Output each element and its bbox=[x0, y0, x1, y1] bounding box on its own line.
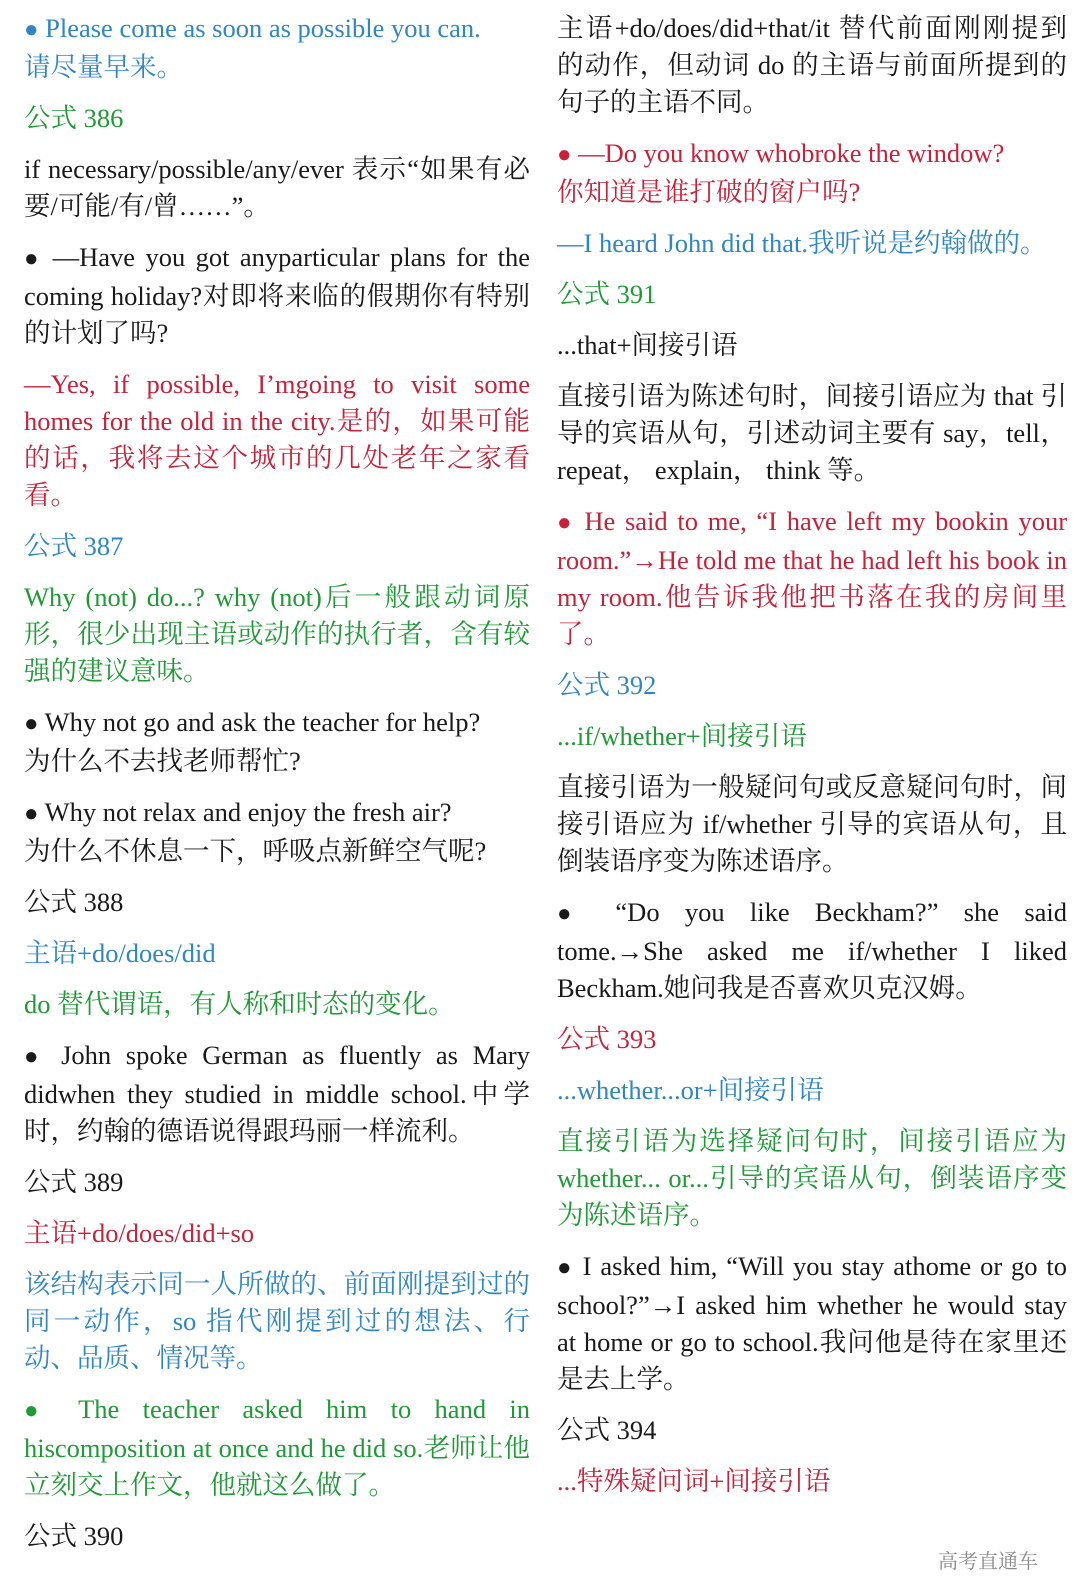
paragraph-text: The teacher asked him to hand in hiscomposition at once and he did so.老师让他立刻交上作文，他就这么做了。 bbox=[24, 1394, 531, 1500]
paragraph-text: 公式 389 bbox=[24, 1167, 124, 1197]
formula-heading bbox=[557, 1412, 1067, 1449]
paragraph-text: Why not go and ask the teacher for help? 为什么不去找老师帮忙? bbox=[24, 707, 481, 776]
paragraph-text: 主语+do/does/did bbox=[24, 938, 216, 968]
paragraph-text: do 替代谓语，有人称和时态的变化。 bbox=[24, 989, 455, 1019]
text-paragraph bbox=[557, 1123, 1067, 1234]
paragraph-text: ...that+间接引语 bbox=[557, 330, 738, 360]
text-paragraph bbox=[24, 1266, 530, 1377]
paragraph-text: Why (not) do...? why (not)后一般跟动词原形，很少出现主语或动作的执行者，含有较强的建议意味。 bbox=[24, 582, 530, 686]
example-paragraph bbox=[24, 704, 530, 780]
formula-heading bbox=[557, 276, 1067, 313]
text-paragraph bbox=[557, 1463, 1067, 1500]
paragraph-text: 公式 386 bbox=[24, 103, 124, 133]
paragraph-text: John spoke German as fluently as Mary didwhen they studied in middle school.中学时，约翰的德语说得跟玛丽一样流利。 bbox=[24, 1040, 530, 1146]
text-paragraph bbox=[557, 327, 1067, 364]
text-paragraph bbox=[24, 579, 530, 690]
example-paragraph bbox=[24, 794, 530, 870]
bullet-icon: ● bbox=[557, 510, 575, 536]
bullet-icon: ● bbox=[24, 801, 39, 827]
paragraph-text: 主语+do/does/did+that/it 替代前面刚刚提到的动作，但动词 do 的主语与前面所提到的句子的主语不同。 bbox=[557, 13, 1067, 117]
bullet-icon: ● bbox=[24, 1398, 56, 1424]
paragraph-text: 公式 388 bbox=[24, 887, 124, 917]
paragraph-text: 公式 392 bbox=[557, 670, 657, 700]
bullet-icon: ● bbox=[557, 142, 572, 168]
paragraph-text: 该结构表示同一人所做的、前面刚提到过的同一动作，so 指代刚提到过的想法、行动、品质、情况等。 bbox=[24, 1269, 530, 1373]
paragraph-text: I asked him, “Will you stay athome or go to school?”→I asked him whether he would stay at home or go to school.我问他是待在家里还是去上学。 bbox=[557, 1251, 1068, 1394]
paragraph-text: Please come as soon as possible you can. 请尽量早来。 bbox=[24, 13, 481, 82]
formula-heading bbox=[24, 100, 530, 137]
text-paragraph bbox=[24, 986, 530, 1023]
text-paragraph bbox=[557, 1072, 1067, 1109]
formula-heading bbox=[24, 1164, 530, 1201]
bullet-icon: ● bbox=[24, 711, 39, 737]
paragraph-text: 主语+do/does/did+so bbox=[24, 1218, 255, 1248]
paragraph-text: —I heard John did that.我听说是约翰做的。 bbox=[557, 228, 1047, 258]
paragraph-text: —Yes, if possible, I’mgoing to visit some homes for the old in the city.是的，如果可能的话，我将去这个城市的几处老年之家看看。 bbox=[24, 369, 530, 510]
example-paragraph bbox=[24, 1391, 530, 1504]
bullet-icon: ● bbox=[24, 246, 43, 272]
paragraph-text: 公式 387 bbox=[24, 531, 124, 561]
example-paragraph bbox=[24, 239, 530, 352]
text-paragraph bbox=[557, 769, 1067, 880]
paragraph-text: He said to me, “I have left my bookin your room.”→He told me that he had left his book in my room.他告诉我他把书落在我的房间里了。 bbox=[557, 506, 1068, 649]
example-paragraph bbox=[557, 1248, 1067, 1398]
paragraph-text: ...特殊疑问词+间接引语 bbox=[557, 1466, 831, 1496]
example-paragraph bbox=[24, 10, 530, 86]
paragraph-text: —Have you got anyparticular plans for the coming holiday?对即将来临的假期你有特别的计划了吗? bbox=[24, 242, 530, 348]
example-paragraph bbox=[557, 135, 1067, 211]
paragraph-text: ...if/whether+间接引语 bbox=[557, 721, 807, 751]
right-column bbox=[557, 10, 1067, 1514]
bullet-icon: ● bbox=[24, 17, 39, 43]
example-paragraph bbox=[557, 894, 1067, 1007]
formula-heading bbox=[24, 528, 530, 565]
paragraph-text: “Do you like Beckham?” she said tome.→She asked me if/whether I liked Beckham.她问我是否喜欢贝克汉姆。 bbox=[557, 897, 1068, 1003]
formula-heading bbox=[24, 1518, 530, 1555]
paragraph-text: 公式 393 bbox=[557, 1024, 657, 1054]
paragraph-text: —Do you know whobroke the window? 你知道是谁打破的窗户吗? bbox=[557, 138, 1005, 207]
left-column bbox=[24, 10, 530, 1569]
bullet-icon: ● bbox=[557, 901, 591, 927]
text-paragraph bbox=[557, 378, 1067, 489]
paragraph-text: if necessary/possible/any/ever 表示“如果有必要/可能/有/曾……”。 bbox=[24, 154, 530, 221]
formula-heading bbox=[24, 884, 530, 921]
paragraph-text: 公式 394 bbox=[557, 1415, 657, 1445]
text-paragraph bbox=[557, 718, 1067, 755]
text-paragraph bbox=[24, 1215, 530, 1252]
text-paragraph bbox=[24, 935, 530, 972]
formula-heading bbox=[557, 1021, 1067, 1058]
text-paragraph bbox=[557, 225, 1067, 262]
paragraph-text: 直接引语为陈述句时，间接引语应为 that 引导的宾语从句，引述动词主要有 say，tell， repeat， explain， think 等。 bbox=[557, 381, 1067, 485]
paragraph-text: 公式 390 bbox=[24, 1521, 124, 1551]
formula-heading bbox=[557, 667, 1067, 704]
bullet-icon: ● bbox=[24, 1044, 47, 1070]
paragraph-text: 直接引语为选择疑问句时，间接引语应为 whether... or...引导的宾语从句，倒装语序变为陈述语序。 bbox=[557, 1126, 1067, 1230]
example-paragraph bbox=[24, 1037, 530, 1150]
text-paragraph bbox=[557, 10, 1067, 121]
text-paragraph bbox=[24, 151, 530, 225]
paragraph-text: ...whether...or+间接引语 bbox=[557, 1075, 824, 1105]
bullet-icon: ● bbox=[557, 1255, 574, 1281]
paragraph-text: 公式 391 bbox=[557, 279, 657, 309]
example-paragraph bbox=[557, 503, 1067, 653]
paragraph-text: Why not relax and enjoy the fresh air? 为什么不休息一下，呼吸点新鲜空气呢? bbox=[24, 797, 487, 866]
watermark: 高考直通车 bbox=[938, 1549, 1038, 1573]
text-paragraph bbox=[24, 366, 530, 514]
paragraph-text: 直接引语为一般疑问句或反意疑问句时，间接引语应为 if/whether 引导的宾语从句，且倒装语序变为陈述语序。 bbox=[557, 772, 1067, 876]
